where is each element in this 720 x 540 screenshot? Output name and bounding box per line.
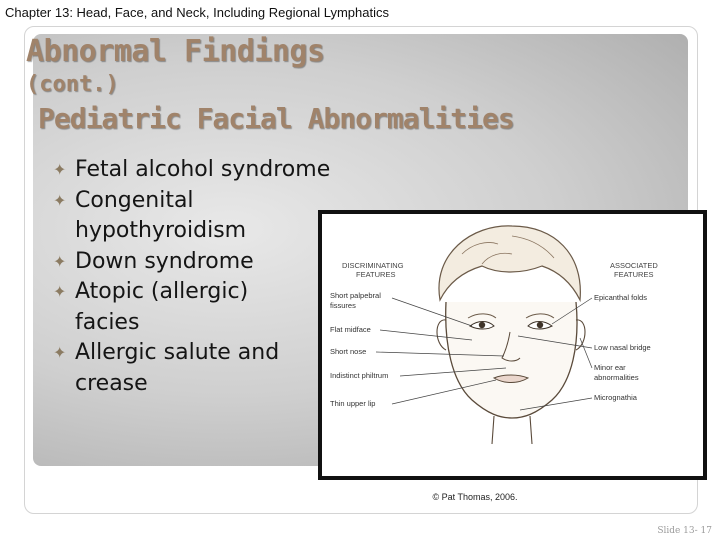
bullet-item [52,186,290,247]
label-micrognathia: Micrognathia [594,393,637,402]
label-short-nose: Short nose [330,347,367,356]
label-short-palpebral: Short palpebral [330,291,381,300]
bullet-text: Fetal alcohol syndrome [75,157,331,182]
label-thin-upper-lip: Thin upper lip [330,399,376,408]
slide-subtitle: Pediatric Facial Abnormalities [38,102,514,135]
label-fissures: fissures [330,301,356,310]
bullet-text: Congenital hypothyroidism [75,187,247,243]
facial-features-figure [318,210,707,480]
label-abnormalities: abnormalities [594,373,639,382]
bullet-icon: ✦ [53,190,67,210]
figure-credit: © Pat Thomas, 2006. [432,492,518,502]
label-low-nasal-bridge: Low nasal bridge [594,343,651,352]
bullet-item [52,155,382,186]
slide-title-cont: (cont.) [26,72,119,97]
bullet-icon: ✦ [53,160,67,179]
chapter-header: Chapter 13: Head, Face, and Neck, Including Regional Lymphatics [5,5,389,20]
bullet-text: Atopic (allergic) facies [75,279,249,335]
figure-heading-right-2: FEATURES [614,270,654,279]
bullet-text: Down syndrome [75,248,254,274]
bullet-icon: ✦ [53,282,67,301]
figure-heading-left-2: FEATURES [356,270,396,279]
slide-number: Slide 13- 17 [657,526,712,536]
bullet-icon: ✦ [53,343,67,362]
bullet-item [52,277,300,338]
slide-title: Abnormal Findings [26,34,325,69]
figure-heading-left: DISCRIMINATING [342,261,404,270]
bullet-icon: ✦ [53,251,67,271]
label-indistinct-philtrum: Indistinct philtrum [330,371,389,380]
label-minor-ear: Minor ear [594,363,626,372]
figure-heading-right: ASSOCIATED [610,261,658,270]
label-flat-midface: Flat midface [330,325,371,334]
face-illustration [322,214,703,476]
bullet-text: Allergic salute and crease [75,340,280,396]
label-epicanthal-folds: Epicanthal folds [594,293,647,302]
bullet-item [52,338,290,399]
